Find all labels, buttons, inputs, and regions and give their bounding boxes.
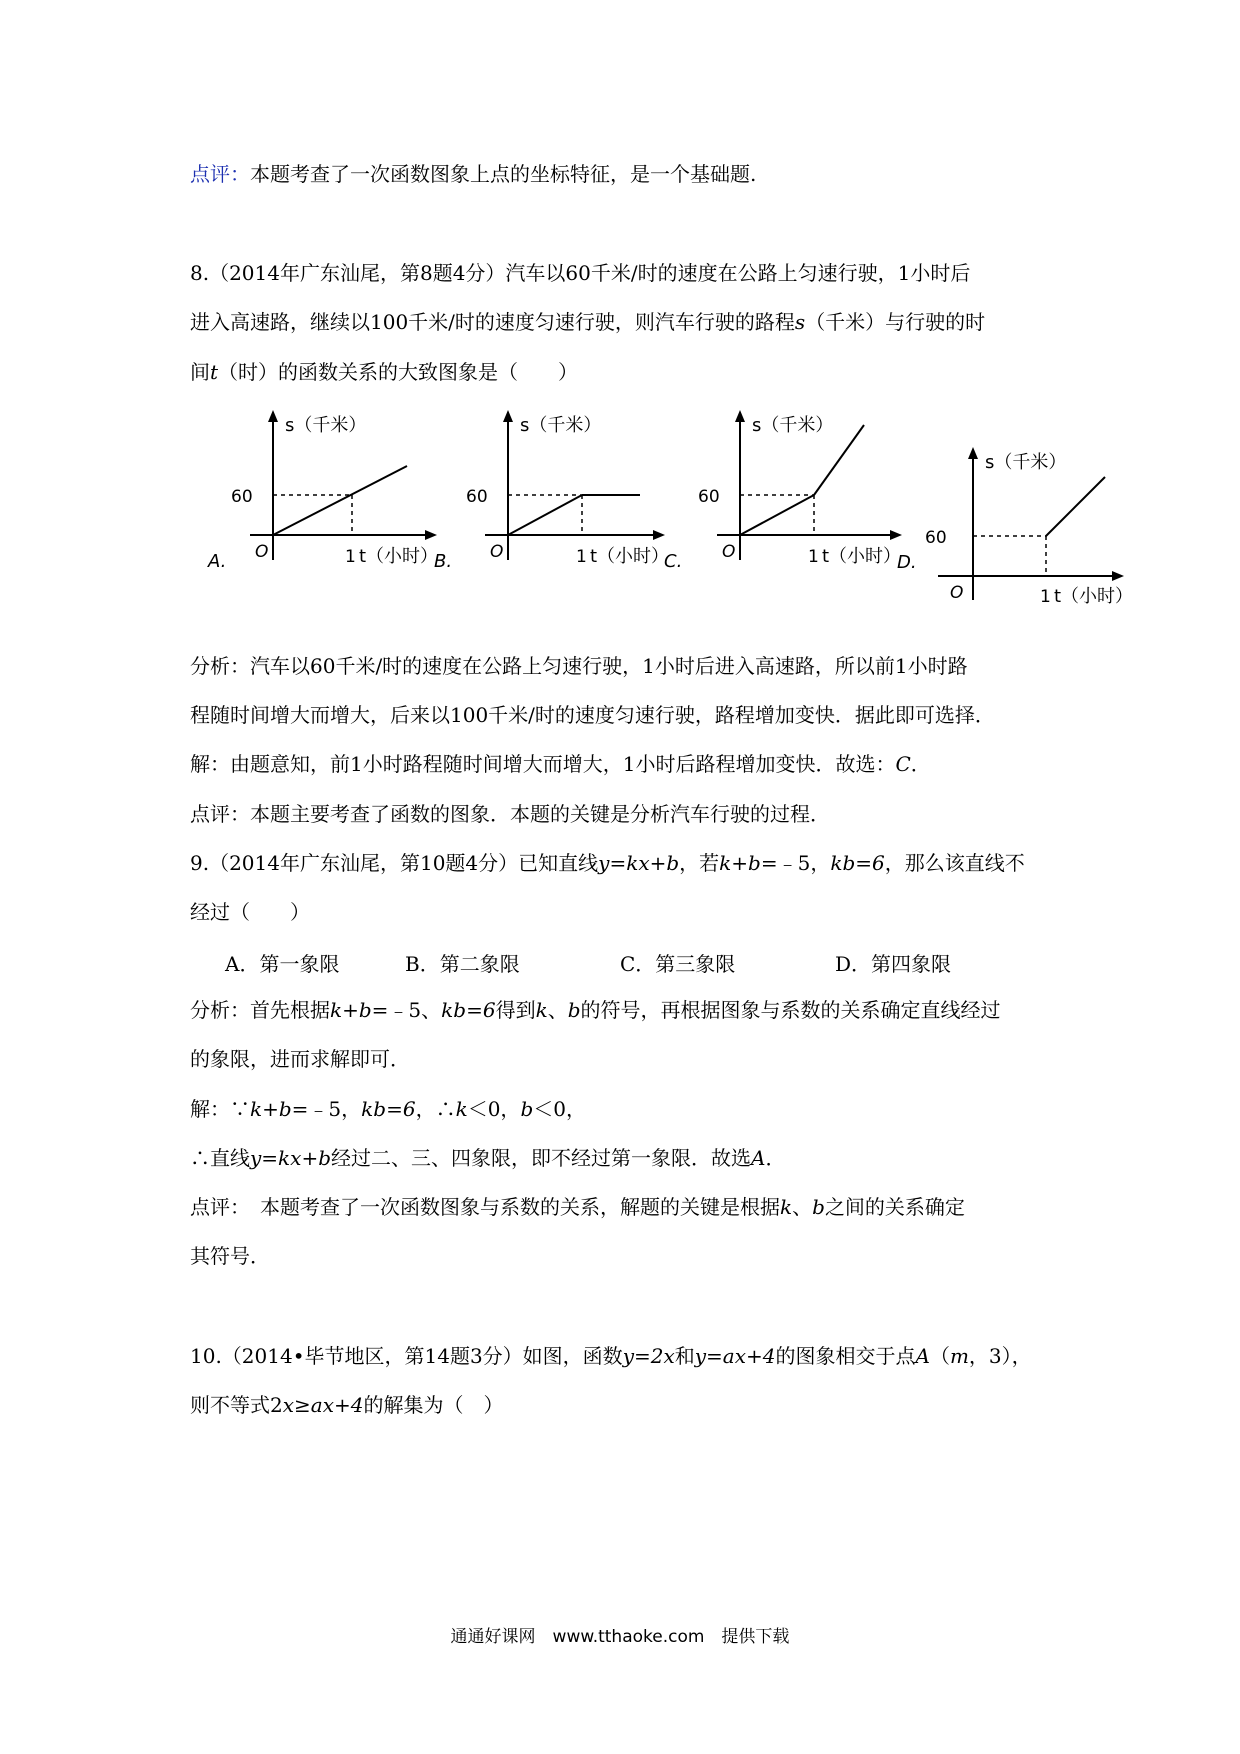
q9-sol2-eq: y=kx+b	[250, 1146, 332, 1170]
graph-d-letter: D.	[897, 552, 917, 573]
graph-b-x-tick: 1	[576, 547, 587, 567]
graph-c-letter: C.	[664, 551, 683, 572]
q9-solution-line2	[190, 1146, 785, 1170]
graph-a-y-tick: 60	[231, 487, 253, 507]
q10-a: 10.（2014•毕节地区，第14题3分）如图，函数	[190, 1344, 623, 1368]
graph-c-x-tick: 1	[808, 547, 819, 567]
page-footer: 通通好课网 www.tthaoke.com 提供下载	[450, 1627, 790, 1647]
graph-b-letter: B.	[434, 551, 453, 572]
q8-stem-line3	[190, 360, 578, 384]
graph-a-x-label: t（小时）	[359, 546, 439, 567]
graph-b-x-arrow	[653, 530, 665, 540]
q9-analysis-a: 分析：首先根据	[190, 998, 330, 1022]
q10-c: 的图象相交于点	[775, 1344, 916, 1368]
q9-sol2-a: ∴直线	[190, 1146, 250, 1170]
q8-analysis-line1: 分析：汽车以60千米/时的速度在公路上匀速行驶，1小时后进入高速路，所以前1小时路	[190, 654, 968, 678]
q9-analysis-b: ﹣5、	[388, 998, 442, 1022]
q8-stem-line1: 8.（2014年广东汕尾，第8题4分）汽车以60千米/时的速度在公路上匀速行驶，1小时后	[190, 261, 971, 285]
q9-sol1-eq: k+b=	[250, 1097, 309, 1121]
q9-sol1-eq2: kb=6	[361, 1097, 416, 1121]
q9-stem-line2: 经过（ ）	[190, 900, 310, 924]
q9-sol1-k: k	[455, 1097, 468, 1121]
q9-sol1-c: ，∴	[415, 1097, 456, 1121]
q8-solution-answer: C	[895, 752, 911, 776]
q10-stem-line2	[190, 1393, 503, 1417]
graph-d-x-tick: 1	[1040, 587, 1051, 607]
q8-solution-text: 解：由题意知，前1小时路程随时间增大而增大，1小时后路程增加变快．故选：	[190, 752, 896, 776]
q8-stem-line3-a: 间	[190, 360, 210, 384]
q9-comment-b: 之间的关系确定	[824, 1195, 965, 1219]
graph-d-line	[1046, 477, 1105, 536]
q10-stem-line1	[190, 1344, 1032, 1368]
q9-comment-line2: 其符号．	[190, 1244, 270, 1268]
q9-stem-c: ﹣5，	[777, 851, 831, 875]
graph-b-origin: O	[490, 542, 504, 562]
graph-c-origin: O	[722, 542, 736, 562]
graph-d-x-arrow	[1112, 571, 1124, 581]
q10-l2-a: 则不等式2	[190, 1393, 283, 1417]
q10-d: （	[929, 1344, 950, 1368]
q9-analysis-eq2: kb=6	[441, 998, 496, 1022]
graph-d-origin: O	[950, 583, 964, 603]
q9-sol1-var-b: b	[520, 1097, 534, 1121]
q10-l2-c: 的解集为（ ）	[363, 1393, 504, 1417]
graph-c-x-arrow	[890, 530, 902, 540]
q9-option-d: D．第四象限	[835, 952, 952, 976]
q9-comment-line1	[190, 1195, 965, 1219]
graph-d-y-arrow	[968, 447, 978, 459]
q8-var-t: t	[210, 360, 219, 384]
graph-b-x-label: t（小时）	[590, 546, 670, 567]
q9-stem-eq3: kb=6	[830, 851, 885, 875]
graph-c-y-label: s（千米）	[752, 415, 834, 436]
q9-sol1-e: ＜0，	[533, 1097, 586, 1121]
q9-sol1-d: ＜0，	[467, 1097, 521, 1121]
q9-comment-k: k	[780, 1195, 793, 1219]
prev-comment	[190, 162, 756, 186]
graph-b-y-label: s（千米）	[520, 415, 602, 436]
q10-l2-x: x	[282, 1393, 295, 1417]
q9-sol1-a: 解：∵	[190, 1097, 250, 1121]
graph-c-y-tick: 60	[698, 487, 720, 507]
q9-comment-var-b: b	[812, 1195, 825, 1219]
graph-d-y-label: s（千米）	[985, 452, 1067, 473]
graph-d-y-tick: 60	[925, 528, 947, 548]
graph-c	[664, 405, 912, 575]
prev-comment-label: 点评：	[190, 162, 250, 186]
q9-analysis-eq: k+b=	[330, 998, 389, 1022]
q10-l2-b: ≥	[294, 1393, 311, 1417]
q9-analysis-d: 的符号，再根据图象与系数的关系确定直线经过	[580, 998, 1001, 1022]
q9-comment-a: 点评： 本题考查了一次函数图象与系数的关系，解题的关键是根据	[190, 1195, 780, 1219]
q10-e: ，3），	[968, 1344, 1032, 1368]
graph-d-x-label: t（小时）	[1054, 586, 1134, 607]
graph-a-letter: A.	[208, 551, 227, 572]
graph-a	[205, 405, 453, 575]
q10-point: A	[915, 1344, 930, 1368]
graph-c-line-rise	[740, 495, 814, 535]
q9-sol2-answer: A	[751, 1146, 766, 1170]
q10-eq2: y=ax+4	[694, 1344, 776, 1368]
q9-option-c: C．第三象限	[620, 952, 736, 976]
q9-sol1-b: ﹣5，	[308, 1097, 362, 1121]
graph-b-line-rise	[508, 495, 582, 535]
graph-b-y-arrow	[503, 410, 513, 422]
q8-stem-line2-b: （千米）与行驶的时	[805, 310, 986, 334]
q10-b: 和	[674, 1344, 695, 1368]
q9-sol2-b: 经过二、三、四象限，即不经过第一象限．故选	[331, 1146, 752, 1170]
q9-analysis-sep: 、	[547, 998, 568, 1022]
q9-stem-b: ，若	[679, 851, 720, 875]
q9-option-b: B．第二象限	[405, 952, 520, 976]
q9-stem-eq: y=kx+b	[598, 851, 680, 875]
graph-a-x-arrow	[425, 530, 437, 540]
q10-l2-eq: ax+4	[310, 1393, 364, 1417]
q9-analysis-c: 得到	[495, 998, 536, 1022]
prev-comment-text: 本题考查了一次函数图象上点的坐标特征，是一个基础题.	[250, 162, 757, 186]
graph-a-y-arrow	[268, 410, 278, 422]
q10-eq1: y=2x	[622, 1344, 675, 1368]
q9-analysis-line1	[190, 998, 1001, 1022]
graph-b-y-tick: 60	[466, 487, 488, 507]
q9-stem-eq2: k+b=	[719, 851, 778, 875]
graph-c-y-arrow	[735, 410, 745, 422]
graph-b	[434, 405, 685, 575]
q9-option-a: A．第一象限	[225, 952, 340, 976]
q8-stem-line2-a: 进入高速路，继续以100千米/时的速度匀速行驶，则汽车行驶的路程	[190, 310, 795, 334]
q9-stem-a: 9.（2014年广东汕尾，第10题4分）已知直线	[190, 851, 599, 875]
q9-analysis-k: k	[535, 998, 548, 1022]
q9-stem-line1	[190, 851, 1025, 875]
q8-solution-end: ．	[910, 752, 931, 776]
graph-d	[897, 440, 1145, 615]
q8-solution	[190, 752, 931, 776]
q8-stem-line3-b: （时）的函数关系的大致图象是（ ）	[218, 360, 579, 384]
q9-comment-sep: 、	[792, 1195, 813, 1219]
q9-analysis-var-b: b	[567, 998, 581, 1022]
q8-stem-line2	[190, 310, 985, 334]
graph-a-origin: O	[255, 542, 269, 562]
q9-sol2-end: ．	[765, 1146, 786, 1170]
graph-a-x-tick: 1	[345, 547, 356, 567]
graph-c-x-label: t（小时）	[822, 546, 902, 567]
q8-var-s: s	[794, 310, 806, 334]
q9-stem-d: ，那么该直线不	[884, 851, 1025, 875]
q9-analysis-line2: 的象限，进而求解即可．	[190, 1047, 410, 1071]
q10-m: m	[949, 1344, 969, 1368]
q8-analysis-line2: 程随时间增大而增大，后来以100千米/时的速度匀速行驶，路程增加变快．据此即可选择．	[190, 703, 995, 727]
graph-a-line	[273, 466, 407, 535]
q9-solution-line1	[190, 1097, 586, 1121]
q8-comment: 点评：本题主要考查了函数的图象．本题的关键是分析汽车行驶的过程．	[190, 802, 830, 826]
graph-a-y-label: s（千米）	[285, 415, 367, 436]
